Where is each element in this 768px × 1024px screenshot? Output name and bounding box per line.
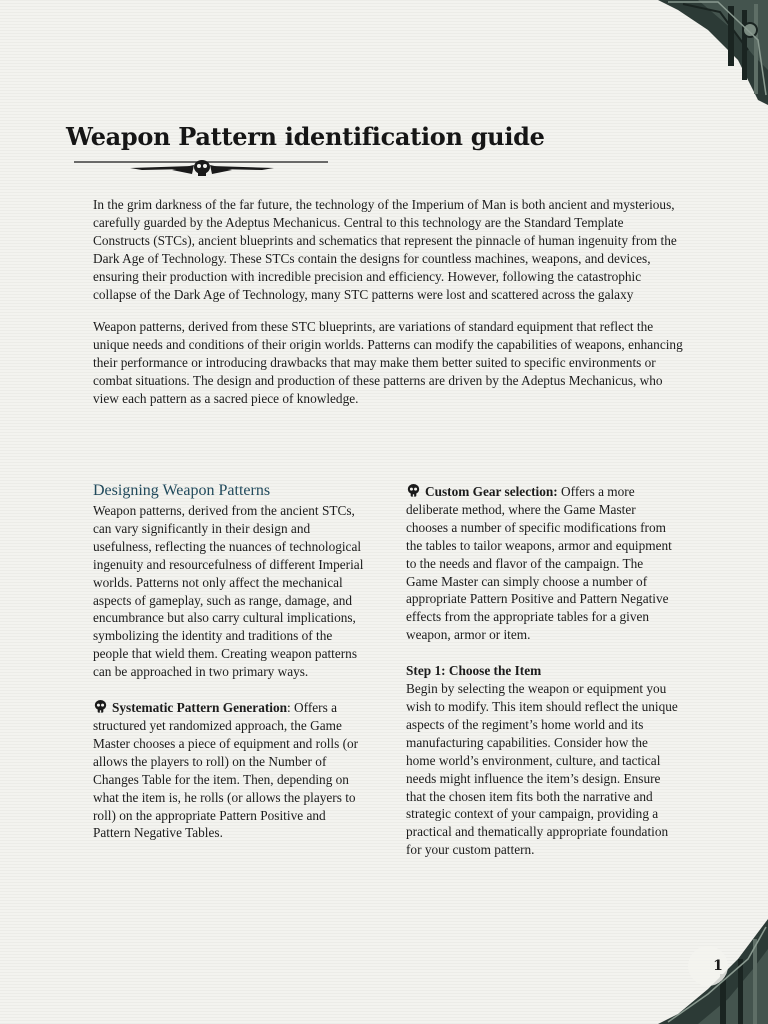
designing-body: Weapon patterns, derived from the ancient STCs, can vary significantly in their design and usefulness, reflecting the nuances of technological ingenuity and resourcefulness of different Imperial worlds. Patterns not only affect the mechanical aspects of gameplay, such as range, damage, and encumbrance but also carry cultural implications, symbolizing the identity and traditions of the people that wield them. Creating weapon patterns can be approached in two primary ways. bbox=[93, 503, 364, 680]
step-1-title: Step 1: Choose the Item bbox=[406, 663, 542, 679]
intro-paragraph-1: In the grim darkness of the far future, the technology of the Imperium of Man is both ancient and mysterious, carefully guarded by the Adeptus Mechanicus. Central to this technology are the Standard Template Constructs (STCs), ancient blueprints and schematics that represent the pinnacle of human ingenuity from the Dark Age of Technology. These STCs contain the designs for countless machines, weapons, and devices, ensuring their production with incredible precision and efficiency. However, following the catastrophic collapse of the Dark Age of Technology, many STC patterns were lost and scattered across the galaxy bbox=[93, 197, 677, 302]
systematic-generation-text: : Offers a structured yet randomized approach, the Game Master chooses a piece of equipment and rolls (or allows the players to roll) on the Number of Changes Table for the item. Then, depending on what the item is, he rolls (or allows the players to roll) on the appropriate Pattern Positive and Pattern Negative Tables. bbox=[93, 700, 359, 841]
systematic-generation-label: Systematic Pattern Generation bbox=[112, 700, 288, 716]
step-1-text: Begin by selecting the weapon or equipment you wish to modify. This item should reflect the unique aspects of the regiment’s home world and its manufacturing capabilities. Consider how the home world’s environment, culture, and tactical needs might influence the item’s design. Ensure that the chosen item fits both the narrative and strategic context of your campaign, providing a practical and thematically appropriate foundation for your custom pattern. bbox=[406, 681, 678, 858]
spacer bbox=[93, 681, 365, 699]
systematic-generation-item bbox=[93, 699, 365, 842]
custom-gear-item bbox=[406, 483, 678, 644]
custom-gear-text: Offers a more deliberate method, where the Game Master chooses a number of specific modifications from the tables to tailor weapons, armor and equipment to the needs and flavor of the campaign. The Game Master can simply choose a number of appropriate Pattern Positive and Pattern Negative effects from the appropriate tables for a given weapon, armor or item. bbox=[406, 484, 672, 643]
right-column bbox=[406, 483, 678, 859]
skull-icon bbox=[406, 483, 421, 498]
custom-gear-label: Custom Gear selection: bbox=[425, 484, 558, 499]
winged-skull-ornament bbox=[72, 156, 332, 180]
spacer bbox=[406, 644, 678, 662]
skull-icon bbox=[93, 699, 108, 714]
page-title: Weapon Pattern identification guide bbox=[66, 122, 545, 151]
intro-section bbox=[93, 196, 683, 423]
left-column bbox=[93, 480, 365, 842]
page-number: 1 bbox=[713, 958, 723, 974]
intro-paragraph-2: Weapon patterns, derived from these STC blueprints, are variations of standard equipment that reflect the unique needs and conditions of their origin worlds. Patterns can modify the capabilities of weapons, enhancing their performance or introducing drawbacks that may make them better suited to specific environments or combat situations. The design and production of these patterns are driven by the Adeptus Mechanicus, who view each pattern as a sacred piece of knowledge. bbox=[93, 319, 683, 407]
corner-ornament-top bbox=[658, 0, 768, 105]
section-heading-designing: Designing Weapon Patterns bbox=[93, 482, 271, 499]
